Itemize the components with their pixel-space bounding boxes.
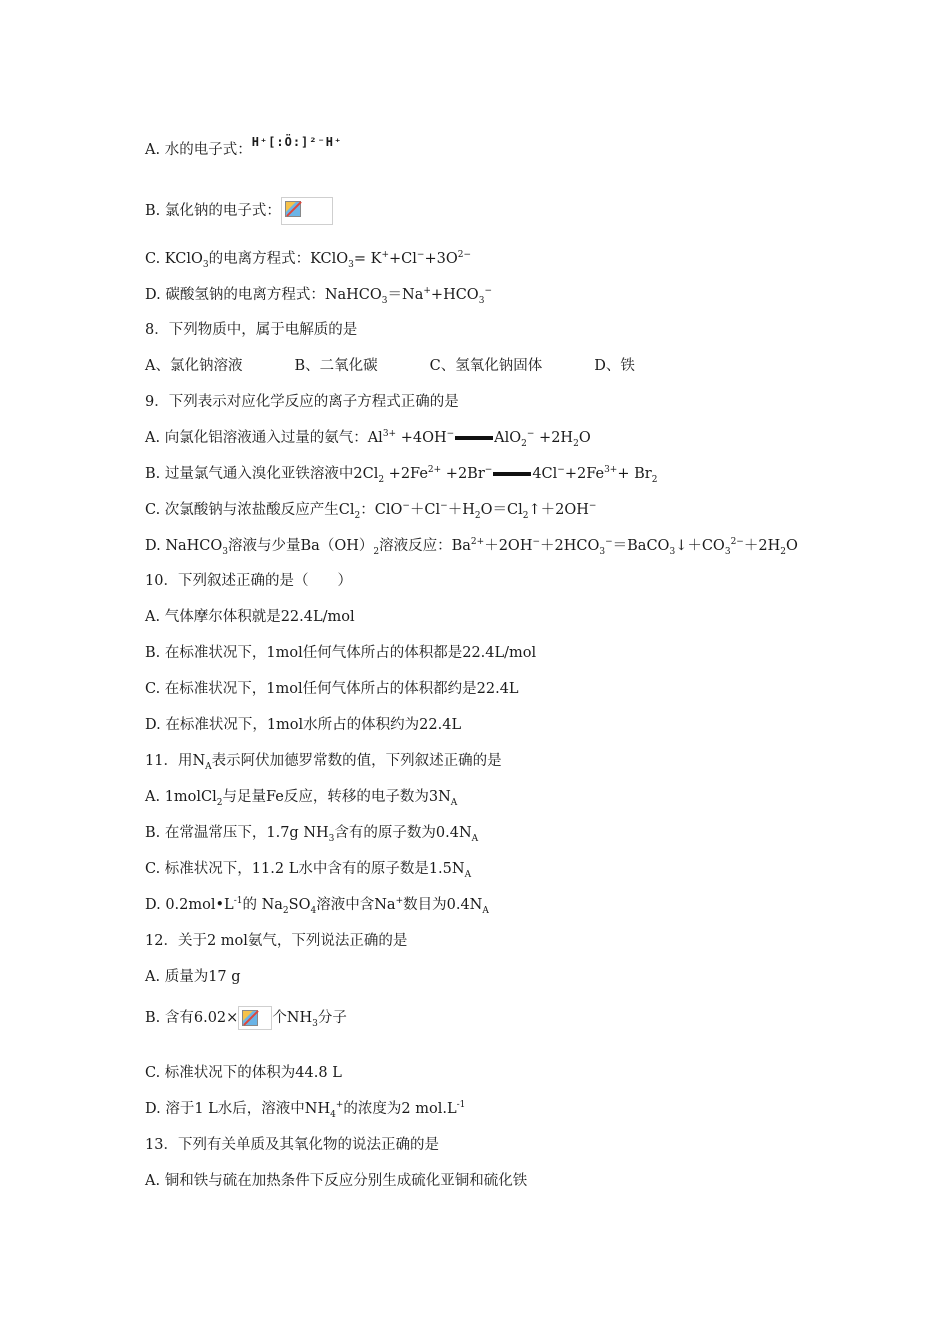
broken-image-icon (281, 197, 333, 225)
option-10b: B. 在标准状况下，1mol任何气体所占的体积都是22.4L/mol (145, 645, 537, 661)
question-9: 9．下列表示对应化学反应的离子方程式正确的是 (145, 394, 459, 410)
option-13a: A. 铜和铁与硫在加热条件下反应分别生成硫化亚铜和硫化铁 (145, 1173, 528, 1189)
question-8: 8．下列物质中，属于电解质的是 (145, 322, 358, 338)
option-7a: A. 水的电子式：H⁺[:Ö:]²⁻H⁺ (145, 140, 342, 160)
option-11a: A. 1molCl$_2$与足量Fe反应，转移的电子数为$3N_A$ (145, 789, 458, 808)
option-12c: C. 标准状况下的体积为44.8 L (145, 1065, 342, 1081)
question-8-options: A、氯化钠溶液 B、二氧化碳 C、氢氧化钠固体 D、铁 (145, 358, 635, 374)
option-12a: A. 质量为17 g (145, 969, 241, 985)
question-11: 11．用$N_A$表示阿伏加德罗常数的值，下列叙述正确的是 (145, 753, 502, 772)
option-10a: A. 气体摩尔体积就是22.4L/mol (145, 609, 355, 625)
option-7d: D. 碳酸氢钠的电离方程式：$NaHCO_3=Na^++HCO_3^-$ (145, 286, 492, 306)
option-7b: B. 氯化钠的电子式： (145, 197, 333, 225)
reaction-arrow-bar (493, 472, 531, 476)
broken-image-icon (238, 1006, 272, 1030)
option-9a: A. 向氯化铝溶液通入过量的氨气：$Al^{3+} +4OH^-$ $AlO_2^- +2H_2O$ (145, 429, 591, 449)
reaction-arrow-bar (455, 436, 493, 440)
option-11c: C. 标准状况下，11.2 L水中含有的原子数是$1.5N_A$ (145, 861, 472, 880)
question-13: 13．下列有关单质及其氧化物的说法正确的是 (145, 1137, 439, 1153)
question-10: 10．下列叙述正确的是（ ） (145, 573, 352, 589)
water-electron-formula-image: H⁺[:Ö:]²⁻H⁺ (251, 135, 343, 149)
option-11d: D. $0.2mol•L^{-1}$的 $Na_2SO_4$溶液中含Na+数目为$0.4N_A$ (145, 896, 489, 916)
option-9d: D. NaHCO$_3$溶液与少量$Ba(OH)_2$溶液反应：$Ba^{2+}+2OH^-+2HCO_3^-=BaCO_3↓+CO_3^{2-}+2H_2O$ (145, 537, 798, 557)
option-11b: B. 在常温常压下，1.7g $NH_3$含有的原子数为$0.4N_A$ (145, 825, 479, 844)
option-9b: B. 过量氯气通入溴化亚铁溶液中$2Cl_2 +2Fe^{2+} +2Br^-$ $4Cl^-+2Fe^{3+}+ Br_2$ (145, 465, 658, 485)
option-7c: C. KClO$_3$的电离方程式：KClO$_3$= $K^++Cl^-+3O^{2-}$ (145, 250, 472, 270)
option-12b: B. 含有6.02× 个$NH_3$分子 (145, 1006, 347, 1030)
option-12d: D. 溶于1 L水后，溶液中$NH_4^+$的浓度为2 $mol.L^{-1}$ (145, 1100, 466, 1120)
option-10c: C. 在标准状况下，1mol任何气体所占的体积都约是22.4L (145, 681, 519, 697)
option-9c: C. 次氯酸钠与浓盐酸反应产生$Cl_2$：$ClO^-+Cl^-+H_2O=Cl_2↑+2OH^-$ (145, 501, 597, 521)
question-12: 12．关于2 mol氨气，下列说法正确的是 (145, 933, 408, 949)
option-10d: D. 在标准状况下，1mol水所占的体积约为22.4L (145, 717, 462, 733)
